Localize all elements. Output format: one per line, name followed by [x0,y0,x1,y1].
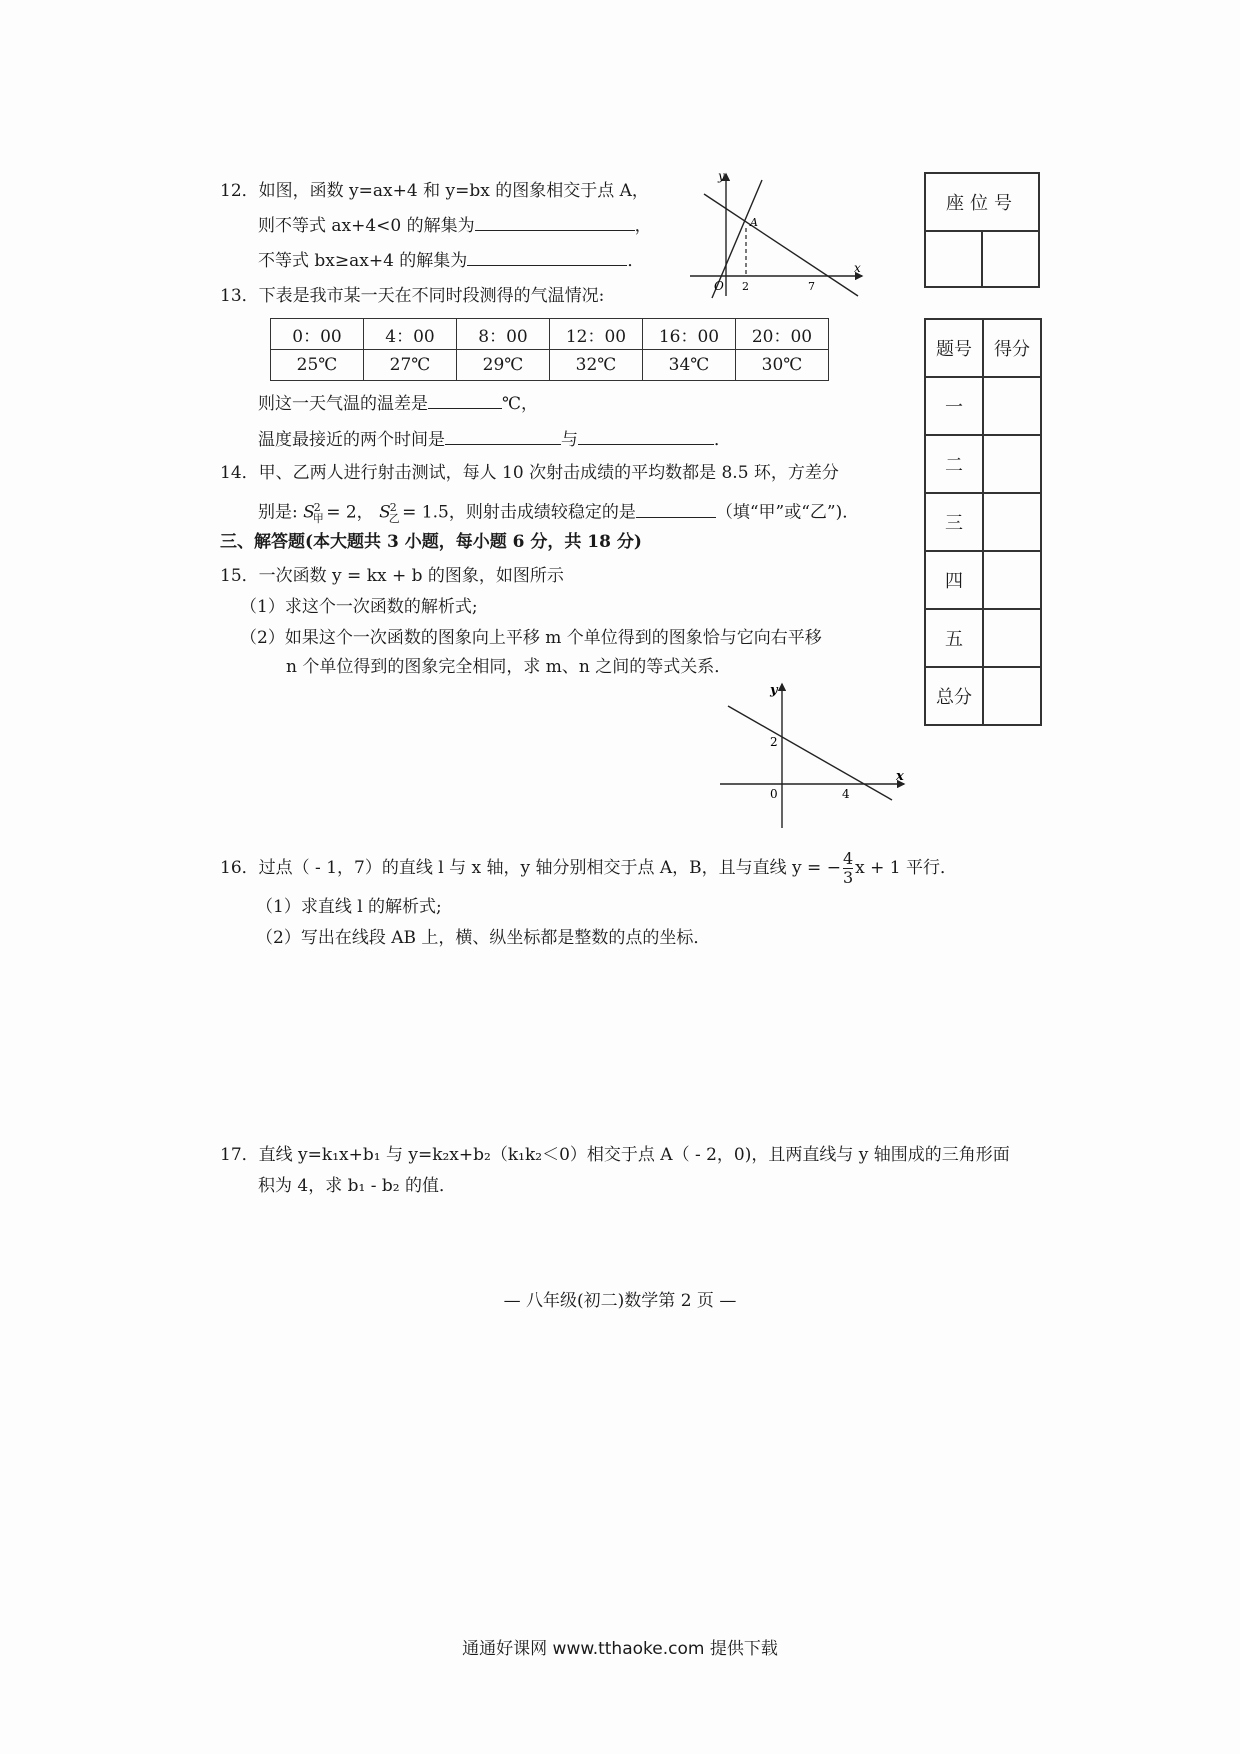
q12-graph [690,168,870,300]
q15-line [728,706,892,800]
table-cell: 4：00 [364,319,457,350]
q12-line1: 12．如图，函数 y=ax+4 和 y=bx 的图象相交于点 A， [220,181,649,201]
table-cell: 8：00 [457,319,550,350]
score-cell[interactable] [983,493,1041,551]
seat-number-cell[interactable] [926,232,983,288]
seat-number-box [924,172,1040,288]
q17-line1: 17．直线 y=k₁x+b₁ 与 y=k₂x+b₂（k₁k₂＜0）相交于点 A（ - 2，0)，且两直线与 y 轴围成的三角形面 [220,1145,1010,1165]
table-row [925,667,1041,725]
table-cell: 27℃ [364,350,457,381]
q12-y-label: y [718,169,725,183]
page-footer: — 八年级(初二)数学第 2 页 — [503,1291,737,1311]
table-cell: 25℃ [271,350,364,381]
table-cell: 20：00 [736,319,829,350]
q15-intro: 15．一次函数 y = kx + b 的图象，如图所示 [220,566,564,586]
score-row-label: 三 [925,493,983,551]
q13-line2: 则这一天气温的温差是 ℃， [258,394,539,414]
q13-intro: 13．下表是我市某一天在不同时段测得的气温情况: [220,286,605,306]
score-header-question: 题号 [925,319,983,377]
download-credit: 通通好课网 www.tthaoke.com 提供下载 [462,1639,778,1659]
table-row [925,609,1041,667]
q14-line2: 别是: $S_甲^2 = 2$， $S_乙^2 = 1.5$，则射击成绩较稳定的是 （填“甲”或“乙”)． [258,501,860,526]
q12-tick-7: 7 [808,280,815,293]
table-row [925,493,1041,551]
table-row [925,377,1041,435]
table-cell: 29℃ [457,350,550,381]
table-row [925,319,1041,377]
q15-x-intercept-label: 4 [842,787,850,801]
table-cell: 30℃ [736,350,829,381]
table-cell: 16：00 [643,319,736,350]
q17-line2: 积为 4，求 b₁ - b₂ 的值． [258,1176,456,1196]
score-table [924,318,1042,726]
table-row [925,551,1041,609]
q13-answer-blank-2[interactable] [445,428,561,445]
seat-number-title: 座位号 [926,174,1038,232]
seat-number-cell[interactable] [983,232,1038,288]
score-row-label: 一 [925,377,983,435]
q16-fraction: $\frac{4}{3}$ [842,849,854,887]
score-cell[interactable] [983,377,1041,435]
q12-tick-2: 2 [742,280,749,293]
q13-line3: 温度最接近的两个时间是 与 ． [258,430,731,450]
score-header-points: 得分 [983,319,1041,377]
q12-line3: 不等式 bx≥ax+4 的解集为 ． [258,251,645,271]
score-cell[interactable] [983,667,1041,725]
q15-y-intercept-label: 2 [770,735,778,749]
q12-x-label: x [854,261,861,275]
q15-x-label: x [896,769,904,784]
table-cell: 32℃ [550,350,643,381]
q15-origin-label: 0 [770,787,778,801]
q12-answer-blank-2[interactable] [467,249,627,266]
table-cell: 0：00 [271,319,364,350]
q15-part2b: n 个单位得到的图象完全相同，求 m、n 之间的等式关系． [286,657,732,677]
q12-line-ax4 [704,194,858,296]
score-cell[interactable] [983,551,1041,609]
q13-answer-blank-1[interactable] [428,392,502,409]
q15-graph [720,680,910,830]
score-cell[interactable] [983,609,1041,667]
q14-line1: 14．甲、乙两人进行射击测试，每人 10 次射击成绩的平均数都是 8.5 环，方差分 [220,463,839,483]
score-row-label: 四 [925,551,983,609]
table-row [271,350,829,381]
q12-point-a-label: A [750,216,758,229]
q12-line2: 则不等式 ax+4<0 的解集为 ， [258,216,652,236]
table-row [271,319,829,350]
section3-heading: 三、解答题(本大题共 3 小题，每小题 6 分，共 18 分) [220,532,642,552]
table-row [925,435,1041,493]
score-row-label: 二 [925,435,983,493]
table-cell: 12：00 [550,319,643,350]
score-row-label: 总分 [925,667,983,725]
q12-origin-label: O [714,279,724,293]
q15-part1: （1）求这个一次函数的解析式; [240,597,478,617]
score-cell[interactable] [983,435,1041,493]
q16-intro: 16．过点（ - 1，7）的直线 l 与 x 轴，y 轴分别相交于点 A，B，且与直线 y = − $\frac{4}{3}$ x + 1 平行． [220,849,957,887]
q16-part2: （2）写出在线段 AB 上，横、纵坐标都是整数的点的坐标． [256,928,711,948]
score-row-label: 五 [925,609,983,667]
table-cell: 34℃ [643,350,736,381]
q13-answer-blank-3[interactable] [578,428,714,445]
q15-y-label: y [770,683,778,698]
q16-part1: （1）求直线 l 的解析式; [256,897,442,917]
temperature-table [270,318,829,381]
q14-answer-blank[interactable] [636,501,716,518]
q15-part2a: （2）如果这个一次函数的图象向上平移 m 个单位得到的图象恰与它向右平移 [240,628,822,648]
q12-answer-blank-1[interactable] [475,214,635,231]
